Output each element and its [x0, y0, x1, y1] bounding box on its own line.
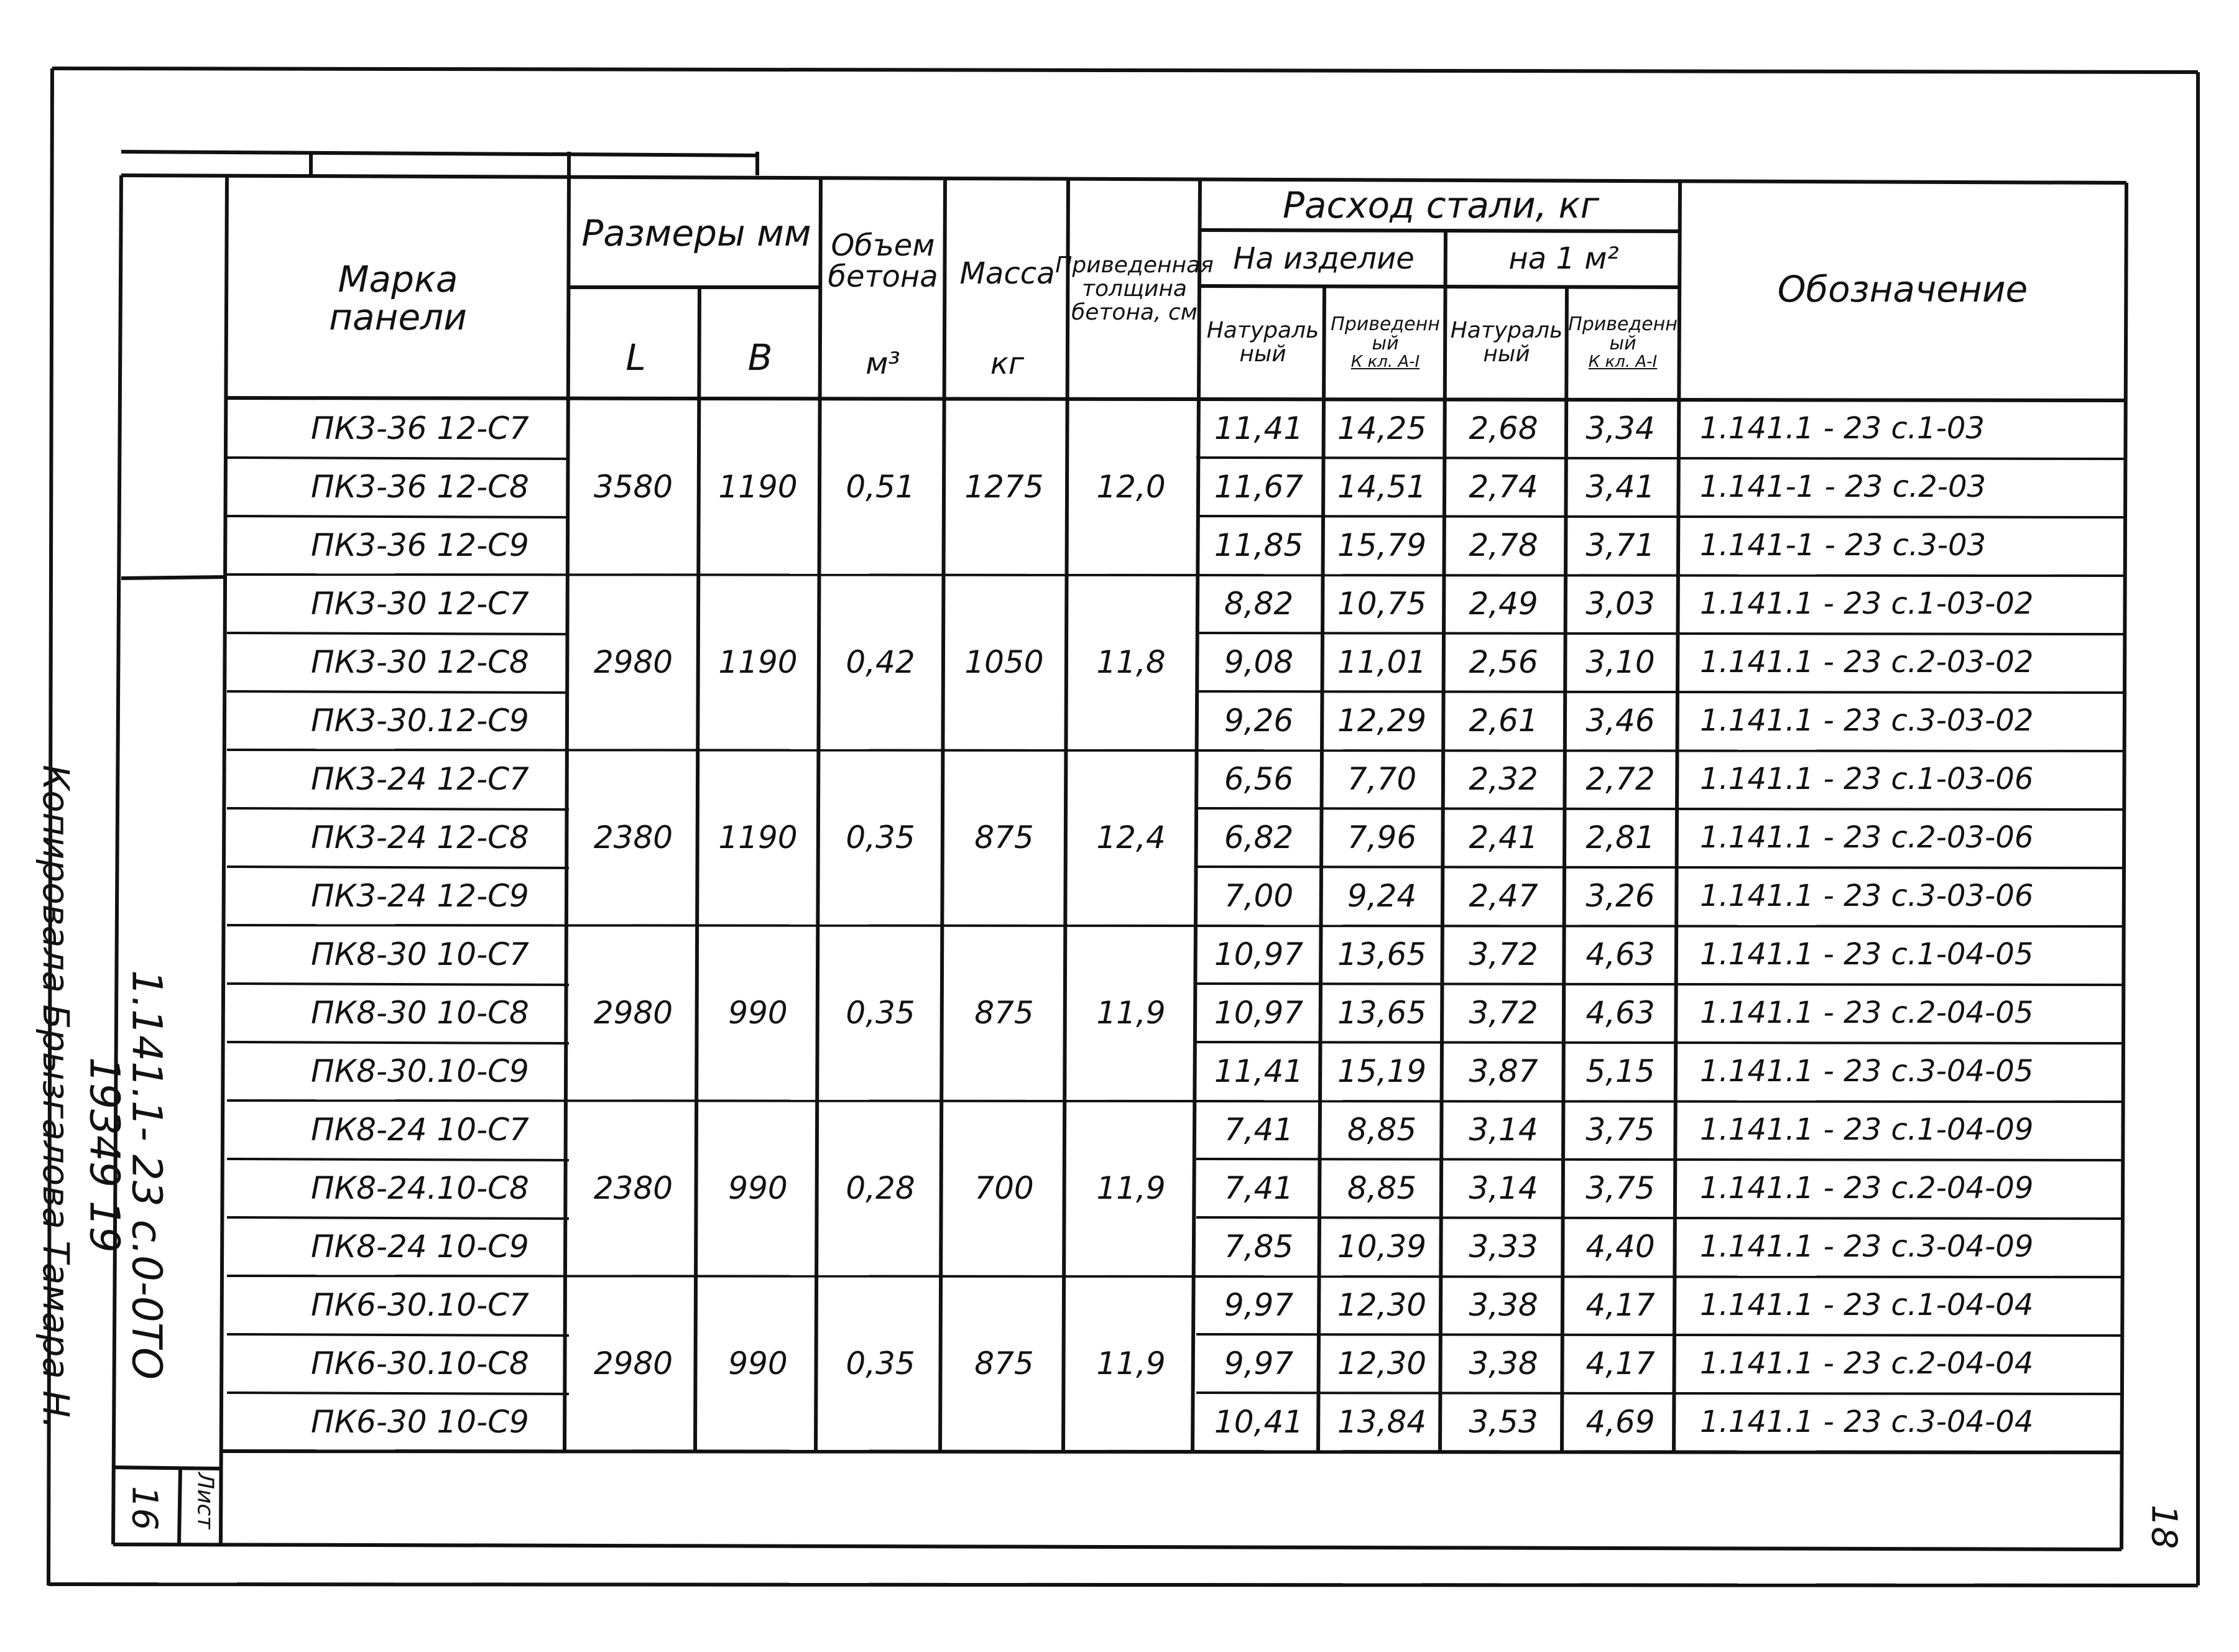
- header-steel-usage: Расход стали, кг: [1282, 183, 1600, 226]
- cell-volume: 0,35: [846, 995, 915, 1031]
- header-per-item: На изделие: [1233, 241, 1415, 276]
- cell-reduced-item: 12,30: [1337, 1345, 1427, 1382]
- header-reduced-1-label: Приведенный: [1331, 313, 1440, 355]
- header-reduced-1: [1326, 290, 1444, 395]
- cell-natural-m2: 2,32: [1469, 761, 1538, 797]
- cell-natural-m2: 2,74: [1469, 469, 1538, 505]
- cell-natural-item: 11,67: [1214, 469, 1304, 505]
- cell-natural-m2: 3,87: [1469, 1053, 1538, 1089]
- header-sizes: Размеры мм: [581, 211, 811, 254]
- cell-length: 2980: [593, 1345, 673, 1382]
- cell-natural-item: 9,26: [1224, 703, 1294, 739]
- cell-designation: 1.141.1 - 23 с.1-03-02: [1700, 586, 2034, 621]
- list-label: Лист: [192, 1472, 218, 1530]
- cell-mass: 700: [974, 1170, 1034, 1206]
- cell-width: 990: [728, 1170, 788, 1206]
- cell-natural-m2: 2,49: [1469, 586, 1538, 622]
- cell-natural-m2: 3,38: [1469, 1345, 1538, 1382]
- cell-natural-m2: 2,56: [1469, 644, 1538, 680]
- cell-length: 2980: [593, 644, 673, 680]
- cell-reduced-item: 15,19: [1337, 1053, 1427, 1089]
- header-mass-unit: кг: [990, 346, 1025, 381]
- cell-reduced-item: 14,51: [1337, 469, 1427, 505]
- cell-reduced-item: 8,85: [1347, 1170, 1417, 1206]
- cell-mass: 875: [974, 819, 1034, 856]
- cell-natural-item: 9,97: [1224, 1287, 1294, 1323]
- cell-width: 990: [728, 1345, 788, 1382]
- header-natural-2: Натуральный: [1450, 318, 1563, 367]
- header-marka: Марка панели: [329, 258, 467, 338]
- cell-designation: 1.141.1 - 23 с.2-04-09: [1700, 1171, 2034, 1206]
- cell-reduced-m2: 5,15: [1586, 1053, 1655, 1089]
- cell-reduced-m2: 4,69: [1586, 1404, 1655, 1440]
- cell-designation: 1.141.1 - 23 с.1-04-04: [1700, 1288, 2034, 1322]
- cell-designation: 1.141.1 - 23 с.3-04-09: [1700, 1229, 2034, 1264]
- cell-panel-mark: ПК8-24 10-С7: [311, 1112, 529, 1148]
- cell-width: 1190: [718, 819, 798, 856]
- cell-panel-mark: ПК3-36 12-С9: [311, 527, 529, 563]
- cell-mass: 1275: [964, 469, 1044, 505]
- cell-reduced-m2: 4,17: [1586, 1287, 1655, 1323]
- header-volume: Объем бетона: [828, 228, 938, 294]
- cell-reduced-m2: 2,72: [1586, 761, 1655, 797]
- cell-reduced-item: 15,79: [1337, 527, 1427, 563]
- cell-natural-item: 9,08: [1224, 644, 1294, 680]
- cell-thickness: 12,4: [1096, 819, 1166, 856]
- header-reduced-2-label: Приведенный: [1568, 313, 1678, 355]
- cell-reduced-item: 10,75: [1337, 586, 1427, 622]
- cell-natural-item: 10,97: [1214, 936, 1304, 972]
- cell-reduced-item: 12,29: [1337, 703, 1427, 739]
- cell-reduced-item: 11,01: [1337, 644, 1427, 680]
- cell-panel-mark: ПК6-30 10-С9: [311, 1404, 529, 1440]
- cell-length: 3580: [593, 469, 673, 505]
- cell-panel-mark: ПК3-24 12-С8: [311, 819, 529, 856]
- cell-thickness: 11,9: [1096, 1345, 1166, 1382]
- cell-width: 1190: [718, 644, 798, 680]
- cell-natural-m2: 2,41: [1469, 819, 1538, 856]
- cell-reduced-m2: 3,75: [1586, 1112, 1655, 1148]
- cell-natural-item: 11,41: [1214, 1053, 1304, 1089]
- cell-natural-m2: 3,33: [1469, 1229, 1538, 1265]
- cell-width: 990: [728, 995, 788, 1031]
- cell-natural-m2: 2,61: [1469, 703, 1538, 739]
- cell-reduced-m2: 4,63: [1586, 995, 1655, 1031]
- cell-natural-m2: 3,14: [1469, 1112, 1538, 1148]
- cell-reduced-item: 13,65: [1337, 936, 1427, 972]
- page-number: 18: [2143, 1505, 2184, 1549]
- cell-volume: 0,42: [846, 644, 915, 680]
- cell-reduced-m2: 3,41: [1586, 469, 1655, 505]
- cell-reduced-m2: 3,26: [1586, 878, 1655, 914]
- header-natural-1: Натуральный: [1206, 318, 1319, 367]
- cell-reduced-m2: 2,81: [1586, 819, 1655, 856]
- cell-reduced-m2: 3,71: [1586, 527, 1655, 563]
- cell-natural-item: 7,00: [1224, 878, 1294, 914]
- cell-reduced-m2: 3,75: [1586, 1170, 1655, 1206]
- cell-panel-mark: ПК8-24.10-С8: [311, 1170, 529, 1206]
- stamp-series: 1.141.1- 23 с.0-0ТО: [122, 970, 171, 1380]
- cell-natural-m2: 3,53: [1469, 1404, 1538, 1440]
- cell-thickness: 11,9: [1096, 1170, 1166, 1206]
- cell-panel-mark: ПК3-24 12-С7: [311, 761, 529, 797]
- cell-designation: 1.141.1 - 23 с.3-04-05: [1700, 1054, 2034, 1089]
- header-size-l: L: [626, 336, 646, 379]
- cell-natural-item: 7,41: [1224, 1170, 1294, 1206]
- cell-reduced-item: 13,84: [1337, 1404, 1427, 1440]
- stamp-inventory: 19349 19: [80, 1057, 129, 1253]
- cell-volume: 0,28: [846, 1170, 915, 1206]
- cell-natural-m2: 2,68: [1469, 410, 1538, 446]
- cell-designation: 1.141.1 - 23 с.2-03-02: [1700, 645, 2034, 680]
- header-reduced-1-sub: К кл. А-I: [1350, 352, 1420, 371]
- cell-natural-m2: 3,38: [1469, 1287, 1538, 1323]
- cell-natural-m2: 2,78: [1469, 527, 1538, 563]
- cell-natural-m2: 2,47: [1469, 878, 1538, 914]
- cell-designation: 1.141-1 - 23 с.2-03: [1700, 469, 1987, 504]
- header-designation: Обозначение: [1777, 267, 2028, 310]
- cell-mass: 875: [974, 1345, 1034, 1382]
- header-size-b: В: [747, 336, 773, 379]
- header-reduced-2-sub: К кл. А-I: [1588, 352, 1658, 371]
- cell-volume: 0,35: [846, 819, 915, 856]
- cell-reduced-item: 7,96: [1347, 819, 1417, 856]
- header-thickness: Приведенная толщина бетона, см: [1055, 252, 1214, 325]
- cell-natural-item: 7,85: [1224, 1229, 1294, 1265]
- cell-panel-mark: ПК8-30.10-С9: [311, 1053, 529, 1089]
- cell-panel-mark: ПК3-30 12-С8: [311, 644, 529, 680]
- cell-designation: 1.141.1 - 23 с.1-04-09: [1700, 1112, 2034, 1147]
- cell-natural-item: 9,97: [1224, 1345, 1294, 1382]
- cell-natural-item: 10,97: [1214, 995, 1304, 1031]
- cell-natural-item: 10,41: [1214, 1404, 1304, 1440]
- cell-designation: 1.141.1 - 23 с.3-03-02: [1700, 703, 2034, 738]
- cell-designation: 1.141.1 - 23 с.2-03-06: [1700, 820, 2034, 855]
- header-reduced-2: [1568, 290, 1678, 395]
- header-mass: Масса: [959, 256, 1055, 291]
- cell-reduced-item: 8,85: [1347, 1112, 1417, 1148]
- cell-designation: 1.141.1 - 23 с.2-04-05: [1700, 995, 2034, 1030]
- cell-volume: 0,51: [846, 469, 915, 505]
- cell-designation: 1.141.1 - 23 с.1-04-05: [1700, 937, 2034, 972]
- cell-natural-item: 6,56: [1224, 761, 1294, 797]
- cell-reduced-m2: 3,03: [1586, 586, 1655, 622]
- cell-length: 2380: [593, 819, 673, 856]
- cell-panel-mark: ПК6-30.10-С8: [311, 1345, 529, 1382]
- cell-designation: 1.141.1 - 23 с.3-04-04: [1700, 1405, 2034, 1439]
- cell-panel-mark: ПК3-36 12-С8: [311, 469, 529, 505]
- cell-reduced-item: 14,25: [1337, 410, 1427, 446]
- cell-panel-mark: ПК8-24 10-С9: [311, 1229, 529, 1265]
- cell-natural-m2: 3,72: [1469, 936, 1538, 972]
- cell-panel-mark: ПК8-30 10-С7: [311, 936, 529, 972]
- cell-reduced-m2: 3,34: [1586, 410, 1655, 446]
- cell-reduced-m2: 4,63: [1586, 936, 1655, 972]
- cell-panel-mark: ПК3-36 12-С7: [311, 410, 529, 446]
- cell-designation: 1.141.1 - 23 с.3-03-06: [1700, 879, 2034, 913]
- cell-volume: 0,35: [846, 1345, 915, 1382]
- list-number: 16: [124, 1486, 165, 1531]
- cell-natural-m2: 3,72: [1469, 995, 1538, 1031]
- cell-designation: 1.141.1 - 23 с.1-03: [1700, 411, 1985, 446]
- header-per-m2: на 1 м²: [1508, 241, 1619, 276]
- cell-natural-item: 8,82: [1224, 586, 1294, 622]
- cell-panel-mark: ПК3-30 12-С7: [311, 586, 529, 622]
- cell-thickness: 11,9: [1096, 995, 1166, 1031]
- cell-panel-mark: ПК3-24 12-С9: [311, 878, 529, 914]
- cell-length: 2380: [593, 1170, 673, 1206]
- cell-mass: 1050: [964, 644, 1044, 680]
- margin-note: Копировала Брызгалова Тамара Н.: [35, 765, 77, 1429]
- cell-natural-item: 11,85: [1214, 527, 1304, 563]
- cell-length: 2980: [593, 995, 673, 1031]
- cell-reduced-item: 10,39: [1337, 1229, 1427, 1265]
- cell-reduced-item: 13,65: [1337, 995, 1427, 1031]
- cell-reduced-m2: 3,46: [1586, 703, 1655, 739]
- cell-thickness: 11,8: [1096, 644, 1166, 680]
- cell-panel-mark: ПК3-30.12-С9: [311, 703, 529, 739]
- cell-designation: 1.141.1 - 23 с.2-04-04: [1700, 1346, 2034, 1381]
- cell-reduced-m2: 4,40: [1586, 1229, 1655, 1265]
- cell-reduced-item: 7,70: [1347, 761, 1417, 797]
- cell-width: 1190: [718, 469, 798, 505]
- header-volume-unit: м³: [866, 346, 900, 381]
- cell-natural-item: 7,41: [1224, 1112, 1294, 1148]
- cell-reduced-item: 12,30: [1337, 1287, 1427, 1323]
- cell-reduced-m2: 4,17: [1586, 1345, 1655, 1382]
- cell-reduced-item: 9,24: [1347, 878, 1417, 914]
- cell-thickness: 12,0: [1096, 469, 1166, 505]
- cell-panel-mark: ПК6-30.10-С7: [311, 1287, 529, 1323]
- cell-designation: 1.141-1 - 23 с.3-03: [1700, 528, 1987, 563]
- cell-natural-m2: 3,14: [1469, 1170, 1538, 1206]
- cell-reduced-m2: 3,10: [1586, 644, 1655, 680]
- cell-natural-item: 11,41: [1214, 410, 1304, 446]
- cell-mass: 875: [974, 995, 1034, 1031]
- cell-designation: 1.141.1 - 23 с.1-03-06: [1700, 762, 2034, 796]
- cell-natural-item: 6,82: [1224, 819, 1294, 856]
- cell-panel-mark: ПК8-30 10-С8: [311, 995, 529, 1031]
